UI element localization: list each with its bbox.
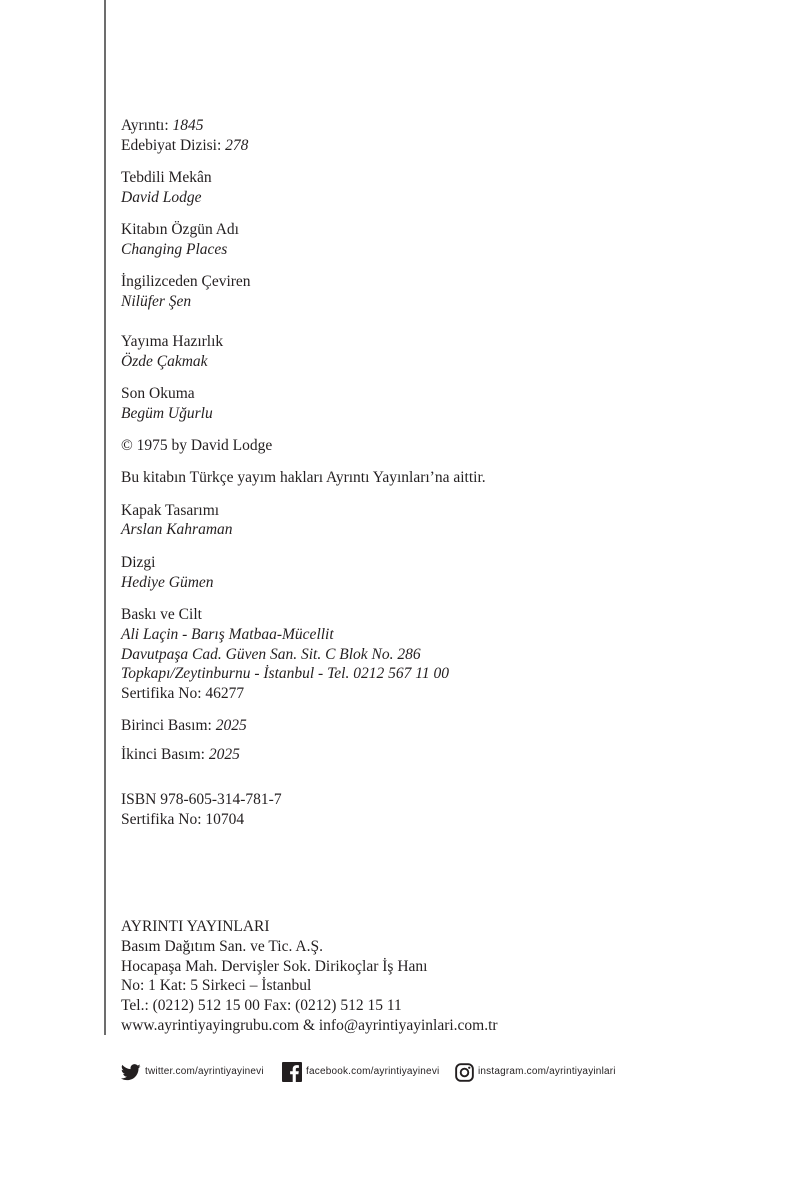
printing-line: Ali Laçin - Barış Matbaa-Mücellit — [121, 626, 334, 643]
sub-series-line — [121, 136, 248, 156]
twitter-link[interactable] — [121, 1061, 264, 1083]
instagram-icon — [455, 1063, 474, 1082]
first-edition — [121, 716, 247, 736]
translator-label: İngilizceden Çeviren — [121, 273, 251, 290]
second-edition-label: İkinci Basım: — [121, 746, 205, 763]
instagram-link[interactable] — [455, 1061, 616, 1083]
facebook-link-text: facebook.com/ayrintiyayinevi — [306, 1066, 440, 1078]
printing-certificate: Sertifika No: 46277 — [121, 685, 245, 702]
instagram-link-text: instagram.com/ayrintiyayinlari — [478, 1066, 616, 1078]
sub-series-number: 278 — [225, 137, 249, 154]
series-number: 1845 — [172, 117, 204, 134]
second-edition — [121, 745, 240, 765]
publisher-line: No: 1 Kat: 5 Sirkeci – İstanbul — [121, 977, 312, 994]
printing-line: Davutpaşa Cad. Güven San. Sit. C Blok No. 286 — [121, 646, 421, 663]
book-title: Tebdili Mekân — [121, 169, 212, 186]
printing-label: Baskı ve Cilt — [121, 606, 202, 623]
publisher-line: Tel.: (0212) 512 15 00 Fax: (0212) 512 15 11 — [121, 997, 402, 1014]
printing-line: Topkapı/Zeytinburnu - İstanbul - Tel. 0212 567 11 00 — [121, 665, 449, 682]
publisher-line[interactable]: www.ayrintiyayingrubu.com & info@ayrintiyayinlari.com.tr — [121, 1017, 498, 1034]
twitter-link-text: twitter.com/ayrintiyayinevi — [145, 1066, 264, 1078]
series-label: Ayrıntı: — [121, 117, 169, 134]
proofreading-name: Begüm Uğurlu — [121, 405, 213, 422]
typesetting-name: Hediye Gümen — [121, 574, 214, 591]
original-title-value: Changing Places — [121, 241, 228, 258]
sub-series-label: Edebiyat Dizisi: — [121, 137, 222, 154]
facebook-link[interactable] — [282, 1061, 439, 1083]
translator-name: Nilüfer Şen — [121, 293, 192, 310]
margin-rule — [104, 0, 106, 1035]
rights-notice: Bu kitabın Türkçe yayım hakları Ayrıntı Yayınları’na aittir. — [121, 469, 486, 486]
twitter-icon — [121, 1064, 141, 1081]
publisher-line: Hocapaşa Mah. Dervişler Sok. Dirikoçlar İş Hanı — [121, 958, 428, 975]
proofreading-label: Son Okuma — [121, 385, 195, 402]
publisher-line: Basım Dağıtım San. ve Tic. A.Ş. — [121, 938, 323, 955]
copyright-notice: © 1975 by David Lodge — [121, 437, 273, 454]
cover-design-name: Arslan Kahraman — [121, 521, 233, 538]
first-edition-year: 2025 — [215, 717, 247, 734]
publisher-name: AYRINTI YAYINLARI — [121, 918, 270, 935]
cover-design-label: Kapak Tasarımı — [121, 502, 220, 519]
typesetting-label: Dizgi — [121, 554, 156, 571]
publisher-certificate: Sertifika No: 10704 — [121, 811, 245, 828]
isbn: ISBN 978-605-314-781-7 — [121, 791, 282, 808]
book-author: David Lodge — [121, 189, 202, 206]
preparation-name: Özde Çakmak — [121, 353, 208, 370]
original-title-label: Kitabın Özgün Adı — [121, 221, 239, 238]
preparation-label: Yayıma Hazırlık — [121, 333, 224, 350]
facebook-icon — [282, 1062, 302, 1082]
first-edition-label: Birinci Basım: — [121, 717, 212, 734]
series-line — [121, 116, 204, 136]
second-edition-year: 2025 — [208, 746, 240, 763]
